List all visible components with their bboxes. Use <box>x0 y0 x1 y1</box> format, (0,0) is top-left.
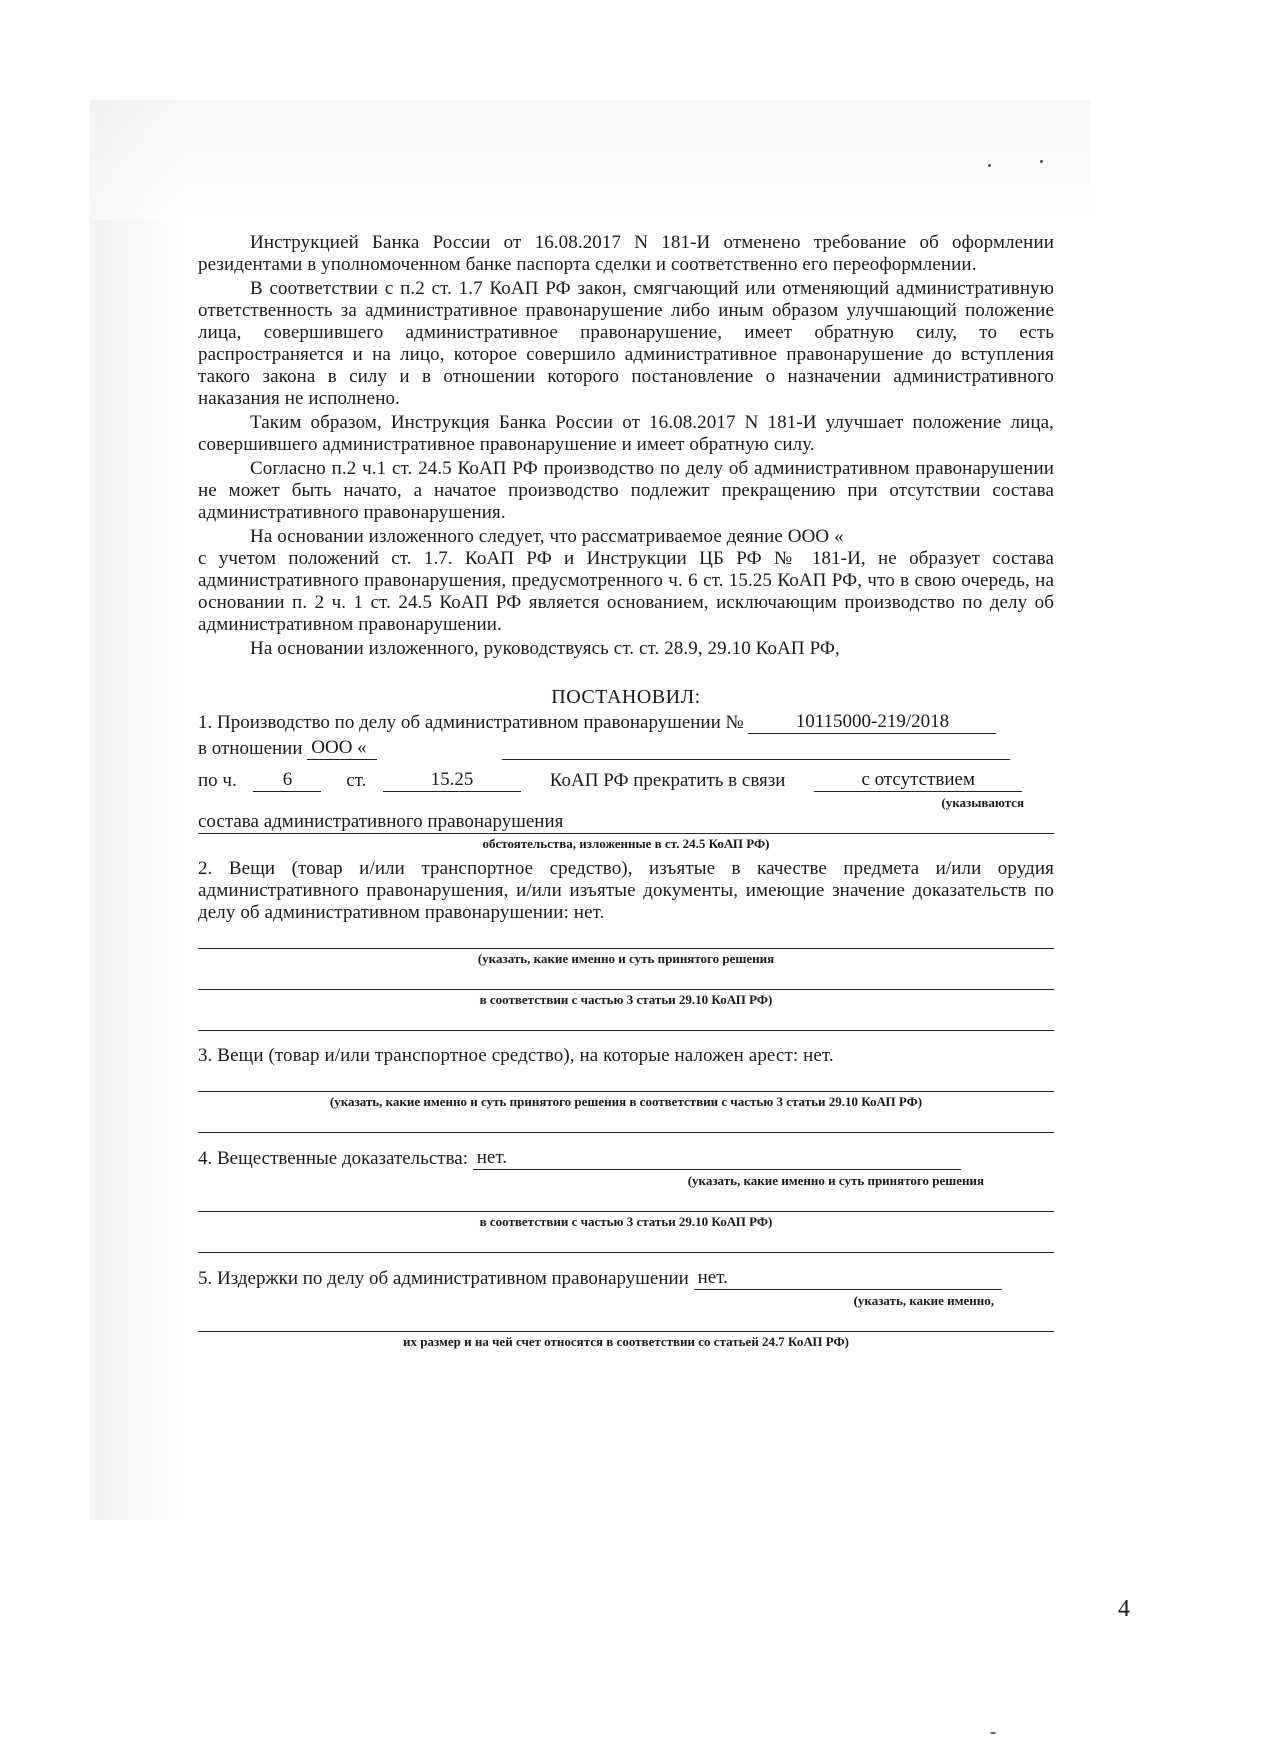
item1-case-row <box>198 711 1054 737</box>
paragraph-6: с учетом положений ст. 1.7. КоАП РФ и Инструкции ЦБ РФ № 181-И, не образует состава административного правонарушения, предусмотренного ч. 6 ст. 15.25 КоАП РФ, что в свою очередь, на основании п. 2 ч. 1 ст. 24.5 КоАП РФ является основанием, исключающим производство по делу об административном правонарушении. <box>198 548 1054 635</box>
scan-top-shadow <box>90 100 1090 220</box>
item2-line-3 <box>198 1008 1054 1031</box>
paragraph-1: Инструкцией Банка России от 16.08.2017 N 181-И отменено требование об оформлении резидентами в уполномоченном банке паспорта сделки и соответственно его переоформлении. <box>198 232 1054 275</box>
reason-field: с отсутствием <box>814 769 1022 792</box>
item1-hint-b: обстоятельства, изложенные в ст. 24.5 КоАП РФ) <box>482 836 770 851</box>
item4-hint-a: (указать, какие именно и суть принятого решения <box>687 1173 984 1188</box>
item1-label: 1. Производство по делу об административном правонарушении № <box>198 712 744 733</box>
item5-hint-a: (указать, какие именно, <box>853 1293 994 1308</box>
item4-field: нет. <box>473 1147 961 1170</box>
paragraph-5: На основании изложенного следует, что рассматриваемое деяние ООО « <box>250 526 844 547</box>
item2-hint-b: в соответствии с частью 3 статьи 29.10 КоАП РФ) <box>479 992 773 1007</box>
paragraph-3: Таким образом, Инструкция Банка России от 16.08.2017 N 181-И улучшает положение лица, совершившего административное правонарушение и имеет обратную силу. <box>198 412 1054 455</box>
item3-line-1 <box>198 1069 1054 1092</box>
paragraph-2: В соответствии с п.2 ст. 1.7 КоАП РФ закон, смягчающий или отменяющий административную ответственность за административное правонарушение либо иным образом улучшающий положение лица, совершившего административное правонарушение, имеет обратную силу, то есть распространяется и на лицо, которое совершило административное правонарушение до вступления такого закона в силу и в отношении которого постановление о назначении административного наказания не исполнено. <box>198 278 1054 409</box>
scan-speck <box>988 164 991 167</box>
item5-field: нет. <box>694 1267 1002 1290</box>
item5-label: 5. Издержки по делу об административном правонарушении <box>198 1268 689 1289</box>
item5-line-1 <box>198 1309 1054 1332</box>
item1-article-row <box>198 769 1054 795</box>
case-number-field: 10115000-219/2018 <box>748 711 996 734</box>
scan-speck <box>990 1732 996 1734</box>
terminate-label: КоАП РФ прекратить в связи <box>549 770 786 791</box>
page-number: 4 <box>1118 1596 1130 1622</box>
part-label: по ч. <box>198 770 237 791</box>
paragraph-4: Согласно п.2 ч.1 ст. 24.5 КоАП РФ производство по делу об административном правонарушении не может быть начато, а начатое производство подлежит прекращению при отсутствии состава административного правонарушения. <box>198 458 1054 523</box>
item2-text: 2. Вещи (товар и/или транспортное средство), изъятые в качестве предмета и/или орудия административного правонарушения, и/или изъятые документы, имеющие значение доказательств по делу об административном правонарушении: нет. <box>198 858 1054 923</box>
item2-line-1 <box>198 926 1054 949</box>
article-label: ст. <box>346 770 367 791</box>
part-field: 6 <box>253 769 321 792</box>
item4-line-1 <box>198 1189 1054 1212</box>
scan-speck <box>1040 160 1043 163</box>
relation-field: ООО « <box>307 737 377 760</box>
item1-reason-line <box>198 811 1054 834</box>
item3-hint: (указать, какие именно и суть принятого решения в соответствии с частью 3 статьи 29.10 КоАП РФ) <box>329 1094 923 1109</box>
item3-line-2 <box>198 1110 1054 1133</box>
document-body <box>198 232 1054 1350</box>
scan-shadow <box>90 100 180 1520</box>
item1-relation-row <box>198 737 1054 763</box>
item5-row <box>198 1267 1054 1293</box>
item2-hint-a: (указать, какие именно и суть принятого решения <box>477 951 775 966</box>
item1-hint-a: (указываются <box>941 795 1024 810</box>
paragraph-7: На основании изложенного, руководствуясь ст. ст. 28.9, 29.10 КоАП РФ, <box>250 638 840 659</box>
item2-line-2 <box>198 967 1054 990</box>
relation-label: в отношении <box>198 738 303 759</box>
reason-cont: состава административного правонарушения <box>198 811 564 832</box>
resolution-heading: ПОСТАНОВИЛ: <box>551 686 701 708</box>
item4-row <box>198 1147 1054 1173</box>
item4-hint-b: в соответствии с частью 3 статьи 29.10 КоАП РФ) <box>479 1214 773 1229</box>
article-field: 15.25 <box>383 769 521 792</box>
item4-line-2 <box>198 1230 1054 1253</box>
item5-hint-b: их размер и на чей счет относятся в соответствии со статьей 24.7 КоАП РФ) <box>403 1334 849 1349</box>
relation-field-cont <box>502 739 1010 760</box>
item4-label: 4. Вещественные доказательства: <box>198 1148 468 1169</box>
item3-text: 3. Вещи (товар и/или транспортное средство), на которые наложен арест: нет. <box>198 1045 834 1066</box>
